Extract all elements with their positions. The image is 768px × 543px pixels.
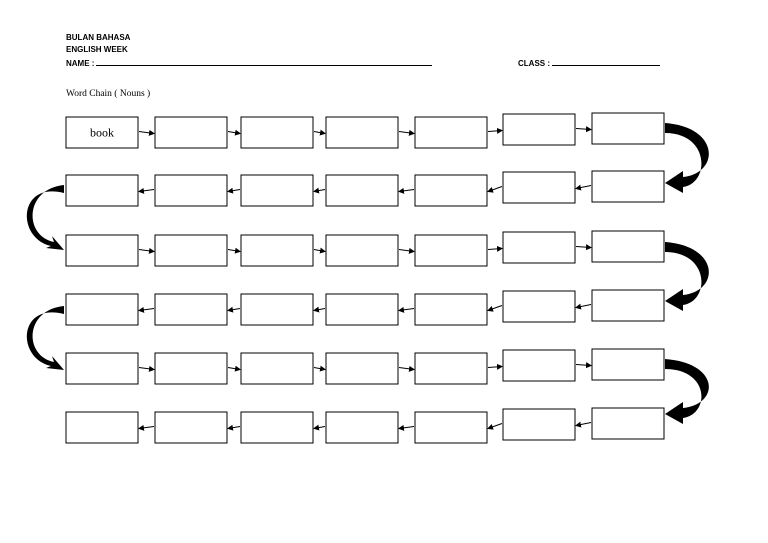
chain-arrow-left — [228, 427, 240, 429]
chain-arrow-left — [228, 190, 240, 192]
class-label: CLASS : — [518, 59, 550, 68]
word-box[interactable] — [592, 290, 664, 321]
word-box[interactable] — [415, 117, 487, 148]
turn-arrow-icon — [665, 242, 709, 311]
word-box[interactable] — [155, 412, 227, 443]
word-box[interactable] — [66, 294, 138, 325]
chain-arrow-right — [399, 250, 414, 252]
word-box[interactable] — [155, 353, 227, 384]
chain-arrow-right — [228, 132, 240, 134]
word-box[interactable] — [592, 113, 664, 144]
word-box[interactable] — [326, 353, 398, 384]
chain-arrow-right — [399, 368, 414, 370]
chain-arrow-left — [399, 190, 414, 192]
chain-arrow-left — [488, 424, 502, 429]
word-box[interactable] — [503, 350, 575, 381]
word-box[interactable] — [326, 294, 398, 325]
word-box[interactable] — [503, 172, 575, 203]
word-box[interactable] — [66, 353, 138, 384]
word-box[interactable] — [503, 232, 575, 263]
word-box[interactable] — [326, 117, 398, 148]
chain-arrow-left — [488, 187, 502, 192]
chain-arrow-left — [139, 309, 154, 311]
chain-arrow-right — [576, 129, 591, 130]
word-box[interactable] — [241, 117, 313, 148]
chain-arrow-right — [488, 131, 502, 132]
chain-arrow-left — [139, 427, 154, 429]
turn-arrow-icon — [27, 185, 64, 250]
word-box[interactable] — [415, 412, 487, 443]
chain-arrow-left — [576, 305, 591, 308]
chain-arrow-right — [139, 132, 154, 134]
chain-arrow-right — [399, 132, 414, 134]
word-box[interactable] — [592, 349, 664, 380]
chain-arrow-left — [228, 309, 240, 311]
chain-arrow-right — [228, 368, 240, 370]
word-box[interactable] — [155, 235, 227, 266]
chain-arrow-left — [576, 186, 591, 189]
worksheet-title: Word Chain ( Nouns ) — [66, 89, 151, 99]
chain-arrow-right — [314, 250, 325, 252]
chain-arrow-right — [576, 365, 591, 366]
chain-arrow-right — [488, 249, 502, 250]
word-box[interactable] — [241, 235, 313, 266]
word-box[interactable] — [415, 175, 487, 206]
turn-arrow-icon — [27, 306, 64, 370]
word-box[interactable] — [241, 294, 313, 325]
word-box[interactable] — [155, 294, 227, 325]
chain-arrow-left — [314, 309, 325, 311]
chain-arrow-left — [399, 309, 414, 311]
word-box[interactable] — [415, 353, 487, 384]
chain-arrow-left — [576, 423, 591, 426]
word-box[interactable] — [592, 231, 664, 262]
word-box[interactable] — [415, 235, 487, 266]
chain-arrow-right — [314, 132, 325, 134]
chain-arrow-left — [488, 306, 502, 311]
header-line-1: BULAN BAHASA — [66, 33, 131, 42]
chain-arrow-left — [399, 427, 414, 429]
word-box[interactable] — [241, 412, 313, 443]
word-box[interactable] — [241, 175, 313, 206]
turn-arrow-icon — [665, 123, 709, 193]
first-word-label: book — [90, 125, 114, 140]
word-box[interactable] — [503, 291, 575, 322]
word-box[interactable] — [326, 175, 398, 206]
chain-arrow-right — [314, 368, 325, 370]
word-box[interactable] — [241, 353, 313, 384]
chain-arrow-left — [314, 427, 325, 429]
chain-arrow-right — [228, 250, 240, 252]
word-box[interactable] — [66, 235, 138, 266]
chain-arrow-right — [139, 368, 154, 370]
word-box[interactable] — [66, 412, 138, 443]
word-box[interactable] — [326, 412, 398, 443]
word-box[interactable] — [415, 294, 487, 325]
word-box[interactable] — [592, 408, 664, 439]
chain-arrow-right — [488, 367, 502, 368]
word-box[interactable] — [155, 175, 227, 206]
word-box[interactable] — [592, 171, 664, 202]
turn-arrow-icon — [665, 359, 709, 424]
word-box[interactable] — [326, 235, 398, 266]
chain-arrow-right — [576, 247, 591, 248]
header-line-2: ENGLISH WEEK — [66, 45, 128, 54]
word-box[interactable] — [66, 175, 138, 206]
word-box[interactable] — [155, 117, 227, 148]
word-box[interactable] — [503, 114, 575, 145]
word-box[interactable] — [503, 409, 575, 440]
name-label: NAME : — [66, 59, 95, 68]
chain-arrow-left — [139, 190, 154, 192]
chain-arrow-right — [139, 250, 154, 252]
chain-arrow-left — [314, 190, 325, 192]
